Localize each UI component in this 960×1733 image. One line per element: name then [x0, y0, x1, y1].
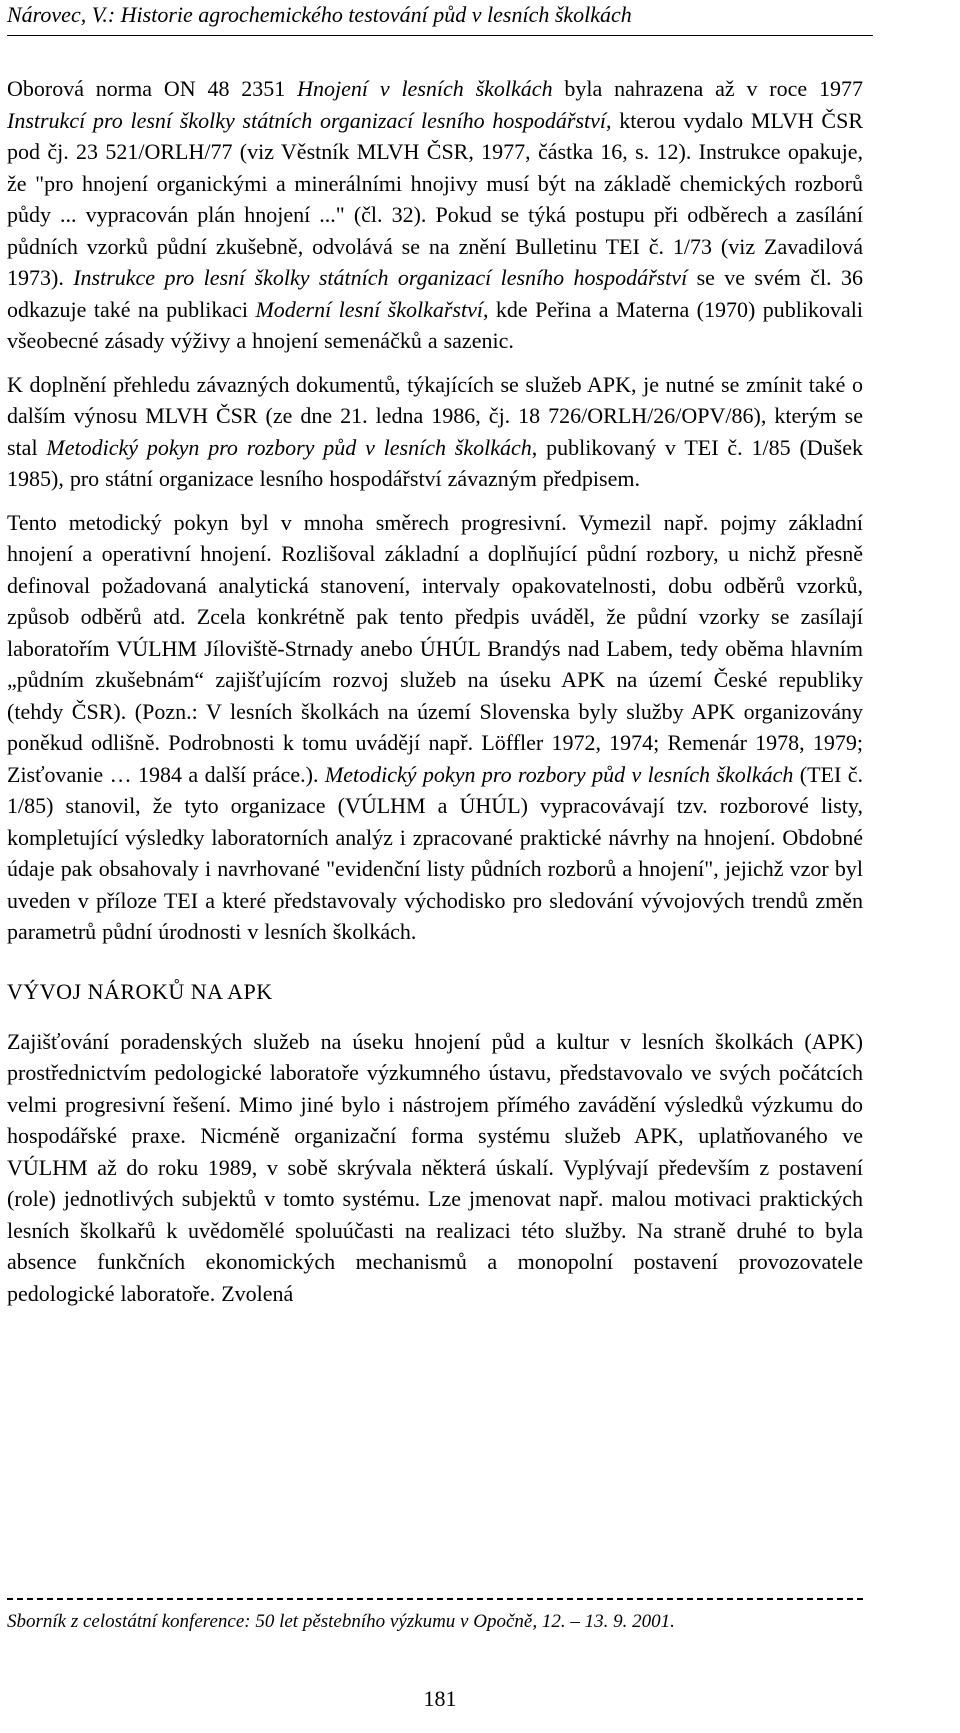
- paragraph-3: [7, 507, 863, 948]
- p2-italic-b: Metodický pokyn pro rozbory půd v lesních školkách: [46, 434, 532, 460]
- footer-separator: [7, 1598, 863, 1600]
- running-head: Nárovec, V.: Historie agrochemického testování půd v lesních školkách: [7, 2, 632, 27]
- document-body: [7, 73, 863, 1321]
- page-number: 181: [423, 1686, 457, 1711]
- paragraph-2: [7, 369, 863, 495]
- p3-text-c: (TEI č. 1/85) stanovil, že tyto organizace (VÚLHM a ÚHÚL) vypracovávají tzv. rozborové listy, kompletující výsledky laboratorních analýz i zpracované praktické návrhy na hnojení. Obdobné údaje pak obsahovaly i navrhované "evidenční listy půdních rozborů a hnojení", jejichž vzor byl uveden v příloze TEI a které představovaly východisko pro sledování vývojových trendů změn parametrů půdní úrodnosti v lesních školkách.: [7, 761, 863, 944]
- section-heading: VÝVOJ NÁROKŮ NA APK: [7, 978, 273, 1004]
- p3-text-a: Tento metodický pokyn byl v mnoha směrech progresivní. Vymezil např. pojmy základní hnojení a operativní hnojení. Rozlišoval základní a doplňující půdní rozbory, u nichž přesně definoval požadovaná analytická stanovení, intervaly opakovatelnosti, dobu odběrů vzorků, způsob odběrů atd. Zcela konkrétně pak tento předpis uváděl, že půdní vzorky se zasílají laboratořím VÚLHM Jíloviště-Strnady anebo ÚHÚL Brandýs nad Labem, tedy oběma hlavním „půdním zkušebnám“ zajišťujícím rozvoj služeb na úseku APK na území České republiky (tehdy ČSR). (Pozn.: V lesních školkách na území Slovenska byly služby APK organizovány poněkud odlišně. Podrobnosti k tomu uvádějí např. Löffler 1972, 1974; Remenár 1978, 1979; Zisťovanie … 1984 a další práce.).: [7, 509, 863, 787]
- p1-text-i: , kde Peřina a Materna (1970) publikovali všeobecné zásady výživy a hnojení semenáčků a sazenic.: [7, 296, 863, 353]
- p1-text-g: se ve svém čl. 36 odkazuje také na publikaci: [7, 265, 864, 322]
- p1-italic-f: Instrukce pro lesní školky státních organizací lesního hospodářství: [73, 265, 688, 290]
- footer-note: Sborník z celostátní konference: 50 let pěstebního výzkumu v Opočně, 12. – 13. 9. 2001.: [7, 1611, 675, 1632]
- p2-text-a: K doplnění přehledu závazných dokumentů, týkajících se služeb APK, je nutné se zmínit také o dalším výnosu MLVH ČSR (ze dne 21. ledna 1986, čj. 18 726/ORLH/26/OPV/86), kterým se stal: [7, 371, 863, 460]
- p1-italic-d: Instrukcí pro lesní školky státních organizací lesního hospodářství: [7, 107, 607, 133]
- p2-text-c: , publikovaný v TEI č. 1/85 (Dušek 1985), pro státní organizace lesního hospodářství závazným předpisem.: [7, 434, 863, 491]
- p1-italic-b: Hnojení v lesních školkách: [297, 76, 553, 101]
- paragraph-4: Zajišťování poradenských služeb na úseku hnojení půd a kultur v lesních školkách (APK) prostřednictvím pedologické laboratoře výzkumného ústavu, představovalo ve svých počátcích velmi progresivní řešení. Mimo jiné bylo i nástrojem přímého zavádění výsledků výzkumu do hospodářské praxe. Nicméně organizační forma systému služeb APK, uplatňovaného ve VÚLHM až do roku 1989, v sobě skrývala některá úskalí. Vyplývají především z postavení (role) jednotlivých subjektů v tomto systému. Lze jmenovat např. malou motivaci praktických lesních školkařů k uvědomělé spoluúčasti na realizaci této služby. Na straně druhé to byla absence funkčních ekonomických mechanismů a monopolní postavení provozovatele pedologické laboratoře. Zvolená: [7, 1028, 863, 1306]
- p3-italic-b: Metodický pokyn pro rozbory půd v lesních školkách: [324, 761, 794, 787]
- p1-italic-h: Moderní lesní školkařství: [255, 296, 483, 322]
- p1-text-c: byla nahrazena až v roce 1977: [552, 76, 863, 101]
- header-rule: [7, 35, 873, 36]
- p1-text-e: , kterou vydalo MLVH ČSR pod čj. 23 521/ORLH/77 (viz Věstník MLVH ČSR, 1977, částka 16, s. 12). Instrukce opakuje, že "pro hnojení organickými a minerálními hnojivy musí být na základě chemických rozborů půdy ... vypracován plán hnojení ..." (čl. 32). Pokud se týká postupu při odběrech a zasílání půdních vzorků půdní zkušebně, odvolává se na znění Bulletinu TEI č. 1/73 (viz Zavadilová 1973).: [7, 107, 863, 290]
- p1-text-a: Oborová norma ON 48 2351: [7, 76, 298, 101]
- paragraph-1: [7, 73, 863, 357]
